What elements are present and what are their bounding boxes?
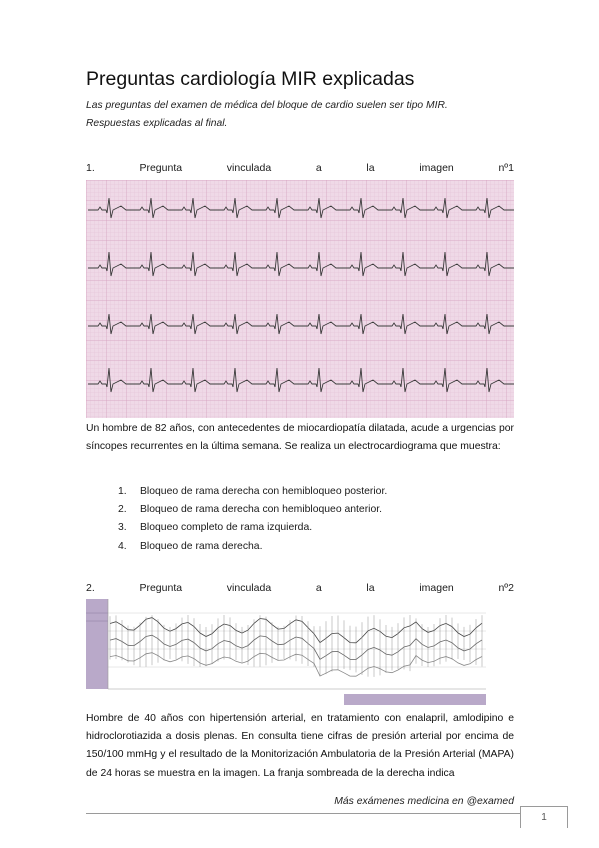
heading-word: la: [366, 582, 375, 594]
heading-word: imagen: [419, 582, 454, 594]
mapa-image: [86, 599, 491, 707]
heading-word: Pregunta: [139, 162, 183, 174]
question-2-heading: [86, 582, 514, 594]
question-1-heading: [86, 162, 514, 174]
mapa-chart-graphic: [86, 599, 491, 707]
heading-word: nº2: [498, 582, 514, 594]
heading-word: vinculada: [226, 582, 272, 594]
question-2-text: Hombre de 40 años con hipertensión arterial, en tratamiento con enalapril, amlodipino e hidroclorotiazida a dosis plenas. En consulta tiene cifras de presión arterial por encima de 150/100 mmHg y el resultado de la Monitorización Ambulatoria de la Presión Arterial (MAPA) de 24 horas se muestra en la imagen. La franja sombreada de la derecha indica: [86, 713, 514, 779]
ecg-trace-graphic: [86, 180, 514, 418]
shaded-band: [344, 694, 486, 705]
heading-word: 1.: [86, 162, 95, 174]
subtitle-line: Respuestas explicadas al final.: [86, 117, 228, 129]
heading-word: imagen: [419, 162, 454, 174]
footer-divider: [86, 813, 520, 814]
heading-word: a: [315, 162, 322, 174]
ecg-image: [86, 180, 514, 418]
answer-option[interactable]: 1. Bloqueo de rama derecha con hemibloqueo posterior.: [118, 486, 388, 497]
heading-word: nº1: [498, 162, 514, 174]
heading-word: Pregunta: [139, 582, 183, 594]
answer-option[interactable]: 4. Bloqueo de rama derecha.: [118, 540, 263, 552]
heading-word: 2.: [86, 582, 95, 594]
question-1-options: [118, 483, 387, 556]
answer-option[interactable]: 3. Bloqueo completo de rama izquierda.: [118, 522, 313, 534]
footer-link[interactable]: Más exámenes medicina en @examed: [334, 796, 514, 807]
question-1-text: Un hombre de 82 años, con antecedentes de miocardiopatía dilatada, acude a urgencias por síncopes recurrentes en la última semana. Se realiza un electrocardiograma que muestra:: [86, 423, 514, 453]
page-number: 1: [520, 806, 568, 828]
document-subtitle: [86, 97, 448, 132]
heading-word: a: [315, 582, 322, 594]
heading-word: vinculada: [226, 162, 272, 174]
answer-option[interactable]: 2. Bloqueo de rama derecha con hemibloqueo anterior.: [118, 504, 383, 516]
document-title: Preguntas cardiología MIR explicadas: [86, 68, 415, 90]
subtitle-line: Las preguntas del examen de médica del bloque de cardio suelen ser tipo MIR.: [86, 100, 448, 111]
heading-word: la: [366, 162, 375, 174]
